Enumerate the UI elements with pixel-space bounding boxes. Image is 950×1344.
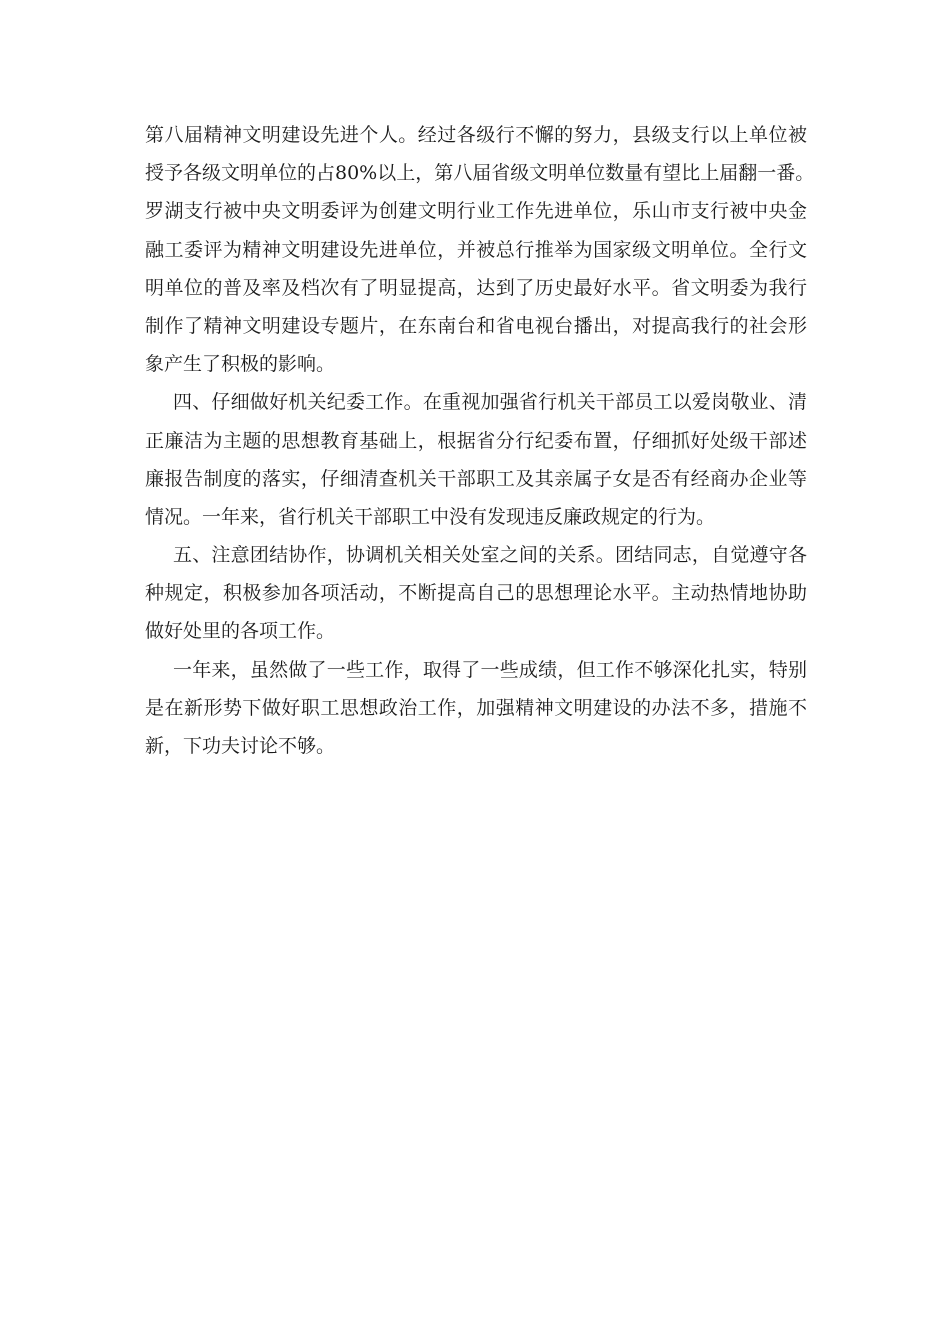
paragraph-section-four xyxy=(145,383,807,536)
text-line: 五、注意团结协作，协调机关相关处室之间的关系。团结同志，自觉遵守各 xyxy=(173,544,807,567)
text-line: 四、仔细做好机关纪委工作。在重视加强省行机关干部员工以爱岗敬业、清 xyxy=(173,391,807,414)
document-body xyxy=(145,116,815,765)
paragraph-summary xyxy=(145,651,807,766)
text-line: 是在新形势下做好职工思想政治工作，加强精神文明建设的办法不多，措施不 xyxy=(145,696,807,719)
text-line: 廉报告制度的落实，仔细清查机关干部职工及其亲属子女是否有经商办企业等 xyxy=(145,467,807,490)
text-line: 融工委评为精神文明建设先进单位，并被总行推举为国家级文明单位。全行文 xyxy=(145,238,807,261)
text-line: 种规定，积极参加各项活动，不断提高自己的思想理论水平。主动热情地协助 xyxy=(145,582,807,605)
text-line: 罗湖支行被中央文明委评为创建文明行业工作先进单位，乐山市支行被中央金 xyxy=(145,200,807,223)
text-line: 一年来，虽然做了一些工作，取得了一些成绩，但工作不够深化扎实，特别 xyxy=(173,658,807,681)
text-line: 正廉洁为主题的思想教育基础上，根据省分行纪委布置，仔细抓好处级干部述 xyxy=(145,429,807,452)
text-line: 象产生了积极的影响。 xyxy=(145,353,336,376)
text-line: 制作了精神文明建设专题片，在东南台和省电视台播出，对提高我行的社会形 xyxy=(145,314,807,337)
text-line: 新，下功夫讨论不够。 xyxy=(145,735,336,757)
paragraph-section-five xyxy=(145,536,807,651)
text-line: 情况。一年来，省行机关干部职工中没有发现违反廉政规定的行为。 xyxy=(145,505,716,528)
text-line: 明单位的普及率及档次有了明显提高，达到了历史最好水平。省文明委为我行 xyxy=(145,276,807,299)
text-line: 做好处里的各项工作。 xyxy=(145,620,336,643)
text-line: 授予各级文明单位的占80%以上，第八届省级文明单位数量有望比上届翻一番。 xyxy=(145,162,815,185)
text-line: 第八届精神文明建设先进个人。经过各级行不懈的努力，县级支行以上单位被 xyxy=(145,124,807,146)
paragraph-continuation xyxy=(145,116,815,383)
